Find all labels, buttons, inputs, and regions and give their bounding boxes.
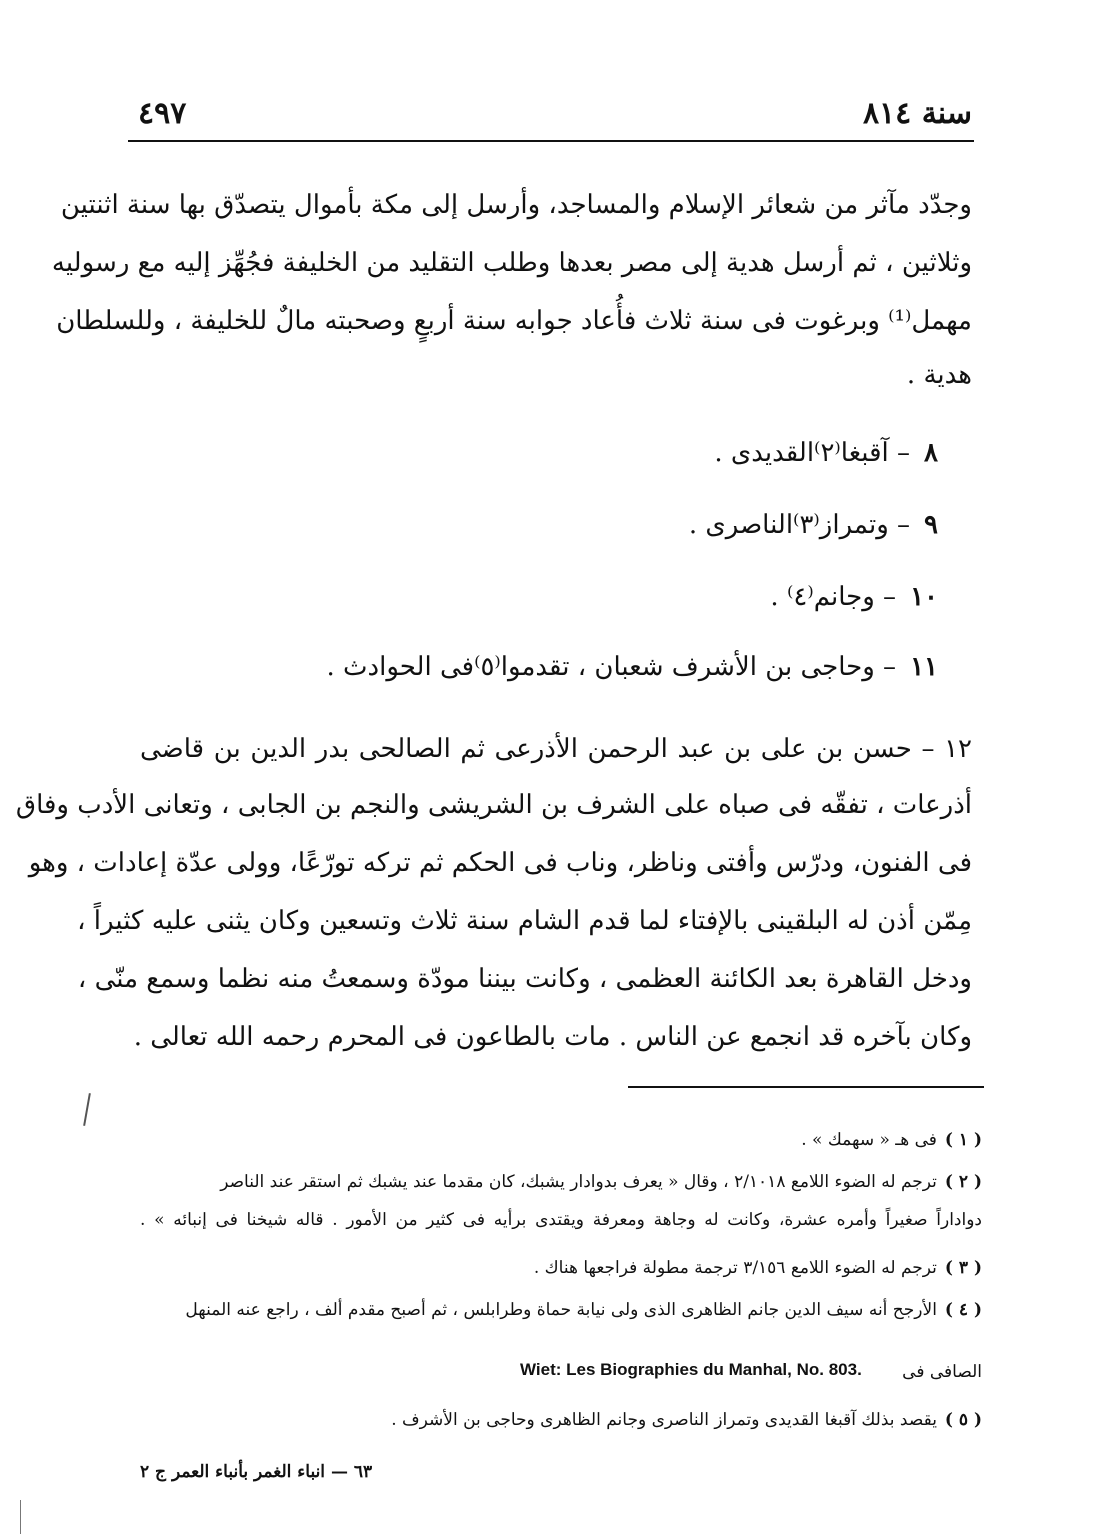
footnote-3 xyxy=(140,1256,982,1280)
running-head-year: سنة ٨١٤ xyxy=(862,96,972,131)
margin-pencil-mark xyxy=(83,1093,91,1126)
body-line: هدية . xyxy=(906,360,972,390)
footnote-text: يقصد بذلك آقبغا القديدى وتمراز الناصرى وجانم الظاهرى وحاجى بن الأشرف . xyxy=(391,1410,937,1430)
footnote-4 xyxy=(140,1298,982,1322)
scan-edge-mark xyxy=(20,1500,21,1534)
footnote-rule xyxy=(628,1086,984,1088)
entry-text: – وحاجى بن الأشرف شعبان ، تقدموا⁽٥⁾فى الحوادث . xyxy=(326,652,897,682)
page-number: ٤٩٧ xyxy=(138,96,187,131)
footnote-text: فى هـ « سهمك » . xyxy=(801,1130,937,1150)
body-line: أذرعات ، تفقّه فى صباه على الشرف بن الشريشى والنجم بن الجابى ، وتعانى الأدب وفاق xyxy=(15,790,972,820)
signature-footer: ٦٣ — انباء الغمر بأنباء العمر ج ٢ xyxy=(140,1462,373,1482)
footnote-4-cont: الصافى فى xyxy=(902,1362,982,1382)
footnote-text: ترجم له الضوء اللامع ٢/١٠١٨ ، وقال « يعرف بدوادار يشبك، كان مقدما عند يشبك ثم استقر عند الناصر xyxy=(220,1172,937,1192)
entry-item xyxy=(714,436,938,470)
header-rule xyxy=(128,140,974,142)
body-line: مِمّن أذن له البلقينى بالإفتاء لما قدم الشام سنة ثلاث وتسعين وكان يثنى عليه كثيراً ، xyxy=(77,906,972,936)
body-line: ودخل القاهرة بعد الكائنة العظمى ، وكانت بيننا مودّة وسمعتُ منه نظما وسمع منّى ، xyxy=(77,964,972,994)
entry-number: ٨ xyxy=(924,438,938,468)
footnote-text: الأرجح أنه سيف الدين جانم الظاهرى الذى ولى نيابة حماة وطرابلس ، ثم أصبح مقدم ألف ، راجع عنه المنهل xyxy=(185,1300,937,1320)
entry-number: ١٠ xyxy=(910,582,938,612)
body-line: مهمل⁽¹⁾ وبرغوت فى سنة ثلاث فأُعاد جوابه سنة أربعٍ وصحبته مالٌ للخليفة ، وللسلطان xyxy=(56,306,972,336)
body-line: وكان بآخره قد انجمع عن الناس . مات بالطاعون فى المحرم رحمه الله تعالى . xyxy=(133,1022,972,1052)
footnote-2 xyxy=(140,1170,982,1194)
footnote-1 xyxy=(140,1128,982,1152)
body-line: ١٢ – حسن بن على بن عبد الرحمن الأذرعى ثم الصالحى بدر الدين بن قاضى xyxy=(140,734,972,764)
footnote-2-cont: دواداراً صغيراً وأمره عشرة، وكانت له وجاهة ومعرفة ويقتدى برأيه فى كثير من الأمور . قاله شيخنا فى إنبائه » . xyxy=(140,1210,982,1230)
footnote-mark: ( ١ ) xyxy=(944,1130,982,1150)
entry-number: ٩ xyxy=(924,510,938,540)
entry-item xyxy=(689,508,938,542)
body-line: وجدّد مآثر من شعائر الإسلام والمساجد، وأرسل إلى مكة بأموال يتصدّق بها سنة اثنتين xyxy=(60,190,972,220)
entry-number: ١١ xyxy=(910,652,938,682)
footnote-mark: ( ٥ ) xyxy=(944,1410,982,1430)
body-line: وثلاثين ، ثم أرسل هدية إلى مصر بعدها وطلب التقليد من الخليفة فجُهِّز إليه مع رسوليه xyxy=(51,248,972,278)
footnote-text: ترجم له الضوء اللامع ٣/١٥٦ ترجمة مطولة فراجعها هناك . xyxy=(533,1258,937,1278)
body-line: فى الفنون، ودرّس وأفتى وناظر، وناب فى الحكم ثم تركه تورّعًا، وولى عدّة إعادات ، وهو xyxy=(28,848,972,878)
entry-text: – وتمراز⁽٣⁾الناصرى . xyxy=(688,510,911,540)
entry-text: – وجانم⁽٤⁾ . xyxy=(770,582,897,612)
footnote-mark: ( ٣ ) xyxy=(944,1258,982,1278)
footnote-4-latin-reference: Wiet: Les Biographies du Manhal, No. 803. xyxy=(520,1360,862,1379)
entry-text: – آقبغا⁽٢⁾القديدى . xyxy=(714,438,911,468)
footnote-mark: ( ٤ ) xyxy=(944,1300,982,1320)
footnote-mark: ( ٢ ) xyxy=(944,1172,982,1192)
entry-item xyxy=(327,650,938,684)
entry-item xyxy=(770,580,938,614)
footnote-5 xyxy=(140,1408,982,1432)
